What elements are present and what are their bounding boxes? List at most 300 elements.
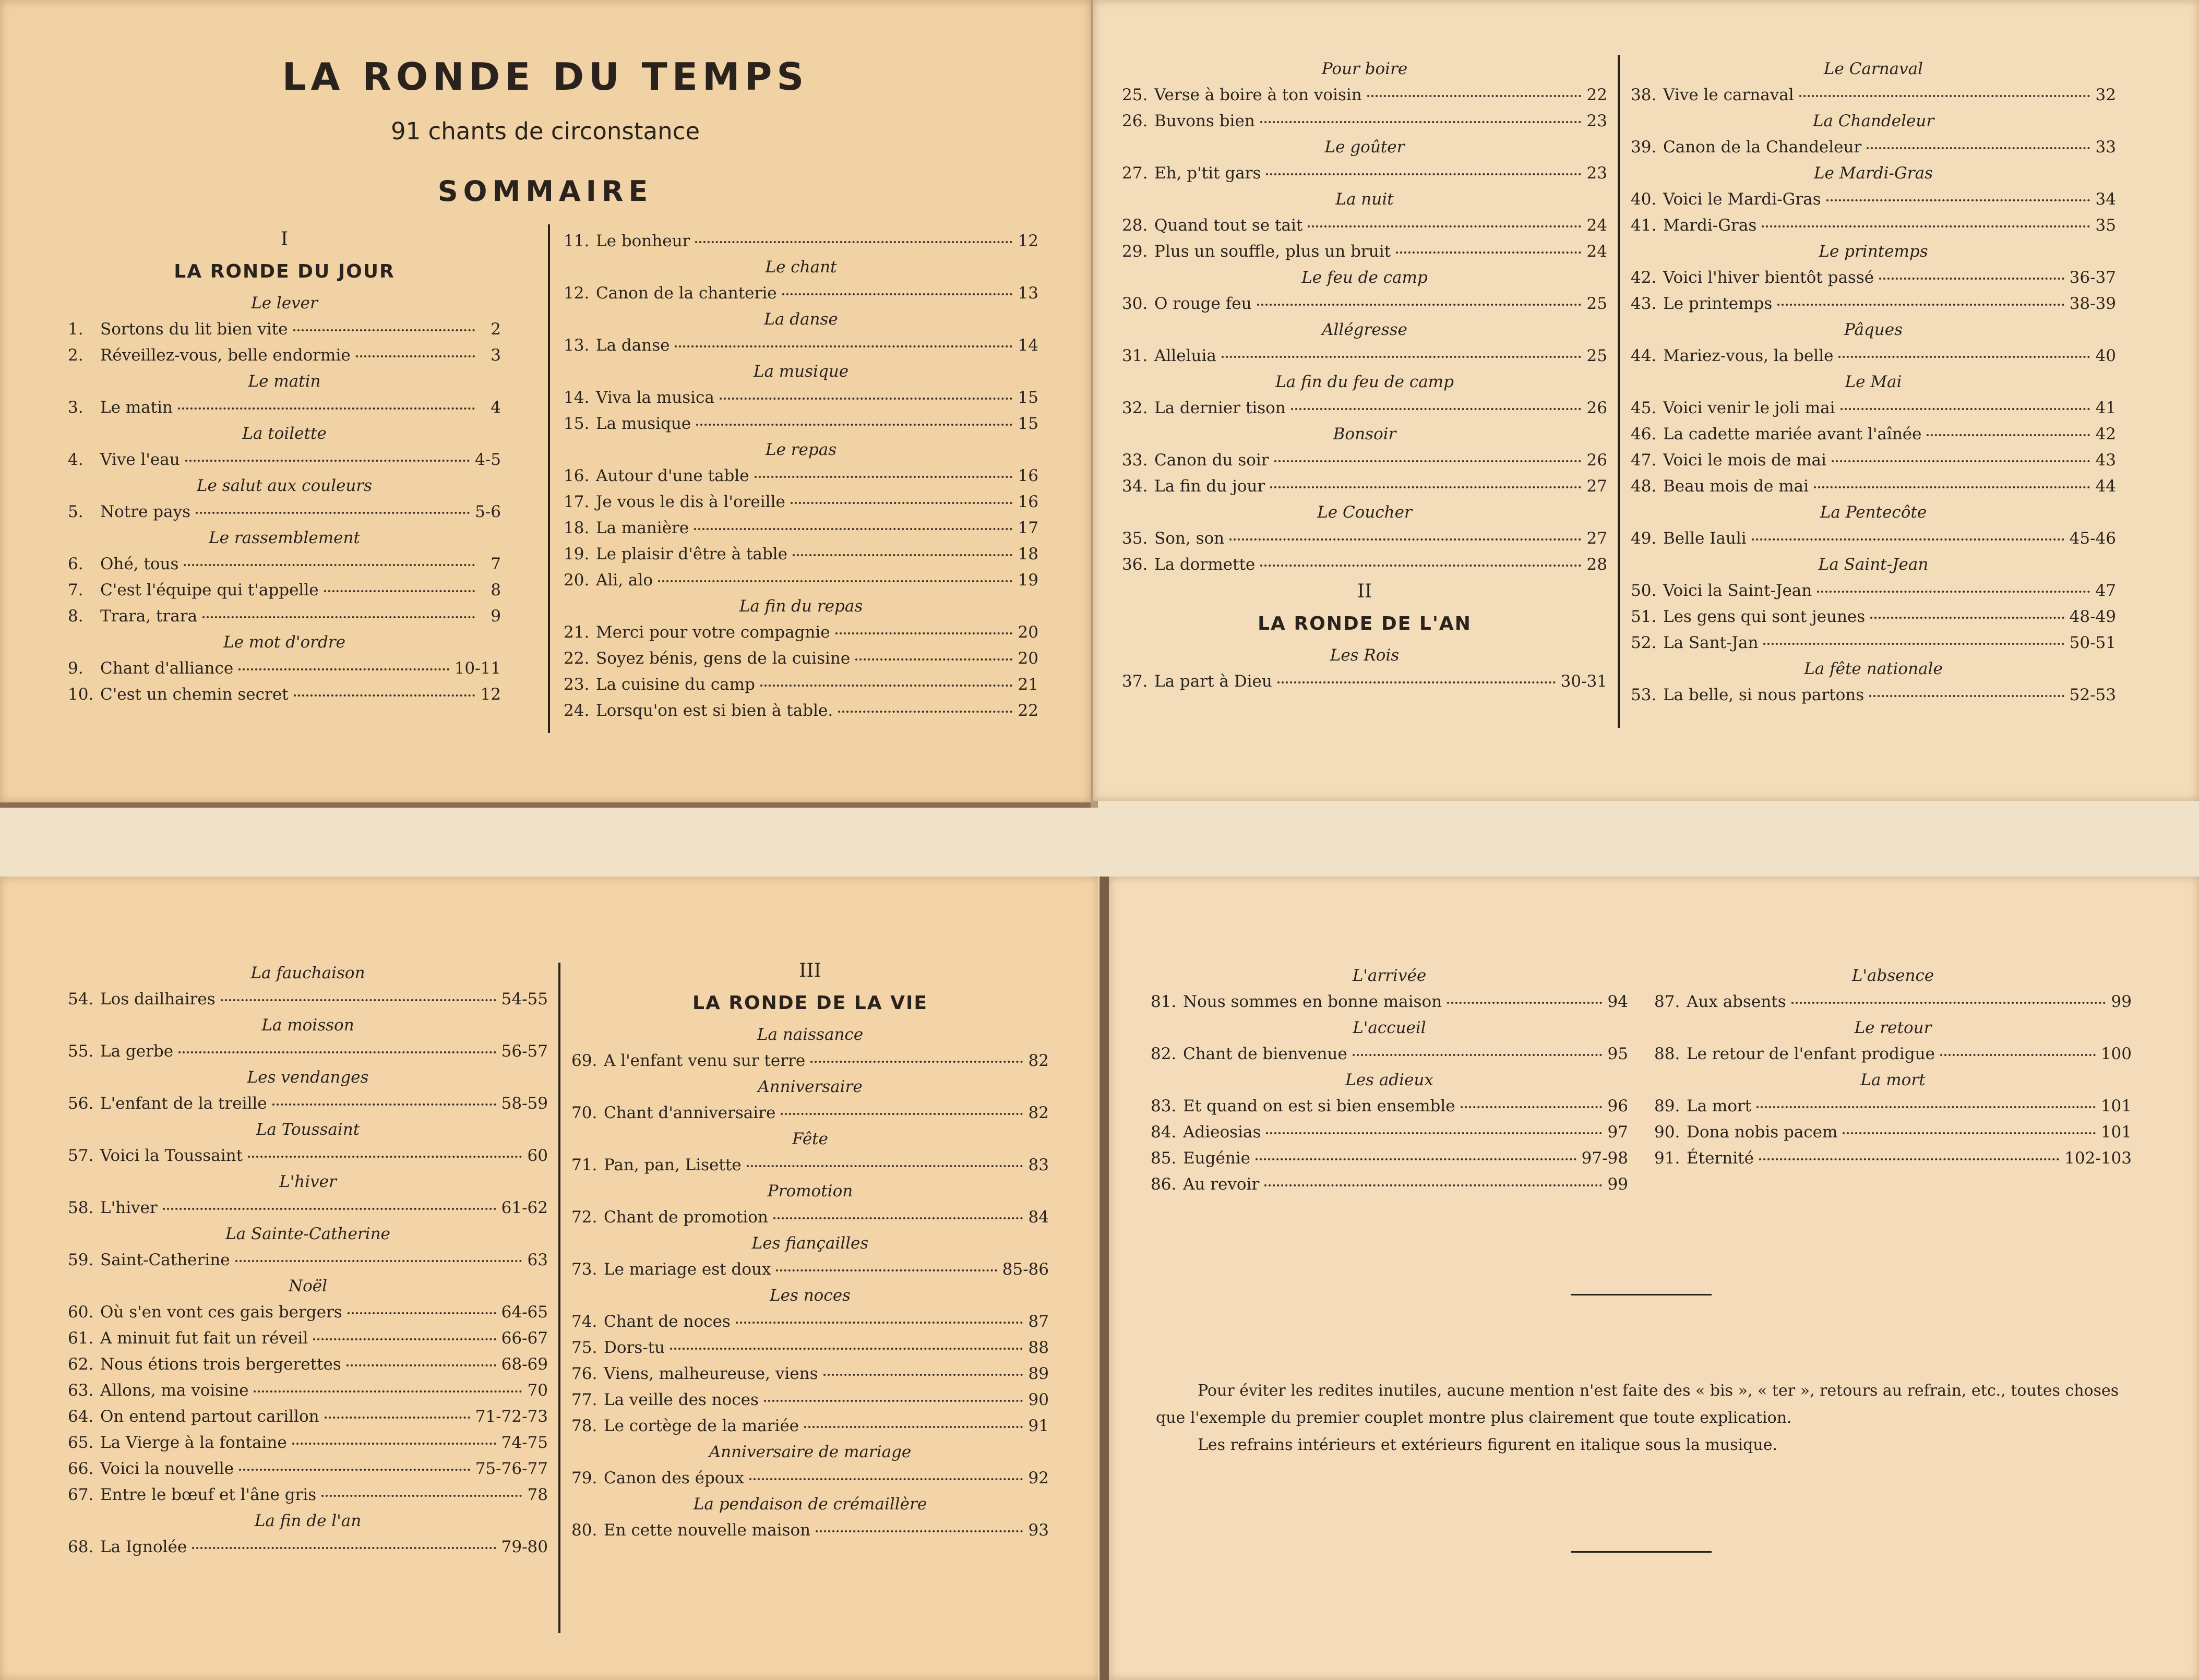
toc-column xyxy=(571,957,1049,1543)
entry-title: Son, son xyxy=(1154,529,1225,548)
dot-leader xyxy=(1814,486,2090,488)
toc-entry xyxy=(68,1377,548,1403)
entry-title: Entre le bœuf et l'âne gris xyxy=(100,1485,317,1504)
entry-number: 12. xyxy=(564,284,590,303)
dot-leader xyxy=(1817,591,2090,593)
entry-number: 13. xyxy=(564,336,590,355)
entry-page-number: 100 xyxy=(2100,1045,2132,1063)
dot-leader xyxy=(1222,356,1581,358)
section-heading: Anniversaire de mariage xyxy=(709,1443,912,1461)
entry-page-number: 74-75 xyxy=(501,1433,548,1452)
entry-title: Dors-tu xyxy=(604,1338,665,1357)
section-heading: Fête xyxy=(792,1130,828,1148)
entry-title: Vive le carnaval xyxy=(1663,86,1794,104)
entry-number: 20. xyxy=(564,571,590,590)
entry-number: 1. xyxy=(68,320,83,339)
entry-title: C'est l'équipe qui t'appelle xyxy=(100,581,319,599)
entry-page-number: 7 xyxy=(491,555,501,573)
toc-entry xyxy=(1122,551,1607,578)
toc-entry xyxy=(571,1048,1049,1074)
dot-leader xyxy=(272,1103,496,1106)
entry-page-number: 94 xyxy=(1607,992,1628,1011)
toc-entry xyxy=(1122,525,1607,551)
entry-title: Chant de bienvenue xyxy=(1183,1045,1347,1063)
entry-title: Allons, ma voisine xyxy=(100,1381,249,1400)
section-heading: La toilette xyxy=(242,424,327,443)
entry-title: L'hiver xyxy=(100,1198,158,1217)
toc-entry xyxy=(68,394,501,421)
book-subtitle: 91 chants de circonstance xyxy=(390,117,700,145)
dot-leader xyxy=(292,1443,496,1445)
entry-number: 69. xyxy=(571,1051,597,1070)
section-heading: La fauchaison xyxy=(250,964,365,982)
entry-title: Voici le Mardi-Gras xyxy=(1663,190,1821,209)
toc-entry xyxy=(1122,668,1607,694)
entry-page-number: 60 xyxy=(527,1146,548,1165)
entry-page-number: 75-76-77 xyxy=(475,1459,548,1478)
entry-number: 63. xyxy=(68,1381,94,1400)
entry-title: Et quand on est si bien ensemble xyxy=(1183,1097,1455,1115)
entry-title: Lorsqu'on est si bien à table. xyxy=(596,701,833,720)
entry-title: Beau mois de mai xyxy=(1663,477,1809,496)
section-heading: Bonsoir xyxy=(1333,425,1396,443)
entry-title: Sortons du lit bien vite xyxy=(100,320,288,339)
entry-page-number: 22 xyxy=(1586,86,1607,104)
entry-number: 22. xyxy=(564,649,590,668)
toc-entry xyxy=(564,280,1038,306)
entry-number: 18. xyxy=(564,519,590,537)
part-number: I xyxy=(280,229,289,250)
entry-page-number: 90 xyxy=(1028,1390,1049,1409)
entry-number: 51. xyxy=(1631,607,1657,626)
dot-leader xyxy=(1826,199,2090,201)
dot-leader xyxy=(1940,1054,2096,1056)
note-paragraph: Les refrains intérieurs et extérieurs figurent en italique sous la musique. xyxy=(1198,1436,1777,1454)
entry-number: 40. xyxy=(1631,190,1657,209)
dot-leader xyxy=(221,999,496,1001)
entry-page-number: 68-69 xyxy=(501,1355,548,1374)
entry-title: Voici la Saint-Jean xyxy=(1663,581,1812,600)
dot-leader xyxy=(773,1217,1023,1219)
entry-page-number: 71-72-73 xyxy=(475,1407,548,1426)
dot-leader xyxy=(793,554,1012,556)
entry-title: Mardi-Gras xyxy=(1663,216,1757,235)
entry-title: Le matin xyxy=(100,398,173,417)
entry-page-number: 15 xyxy=(1018,388,1038,407)
entry-number: 17. xyxy=(564,493,590,511)
entry-title: Alleluia xyxy=(1154,346,1216,365)
entry-page-number: 5-6 xyxy=(475,502,501,521)
entry-title: Plus un souffle, plus un bruit xyxy=(1154,242,1391,261)
dot-leader xyxy=(791,502,1012,504)
entry-page-number: 101 xyxy=(2100,1097,2132,1115)
entry-title: La veille des noces xyxy=(604,1390,759,1409)
entry-number: 35. xyxy=(1122,529,1148,548)
part-number: II xyxy=(1357,581,1372,602)
toc-entry xyxy=(1654,1041,2132,1067)
section-heading: Allégresse xyxy=(1322,320,1407,339)
toc-entry xyxy=(1122,82,1607,108)
dot-leader xyxy=(1841,408,2090,410)
entry-page-number: 45-46 xyxy=(2069,529,2116,548)
entry-number: 56. xyxy=(68,1094,94,1113)
entry-title: Buvons bien xyxy=(1154,112,1255,130)
page-gutter xyxy=(1100,877,1109,1680)
entry-title: Verse à boire à ton voisin xyxy=(1154,86,1362,104)
toc-entry xyxy=(1631,578,2116,604)
entry-title: Dona nobis pacem xyxy=(1687,1123,1838,1142)
entry-number: 45. xyxy=(1631,399,1657,417)
entry-title: La mort xyxy=(1687,1097,1752,1115)
dot-leader xyxy=(1447,1002,1602,1004)
entry-page-number: 87 xyxy=(1028,1312,1049,1331)
entry-title: Voici le mois de mai xyxy=(1663,451,1826,470)
entry-title: A l'enfant venu sur terre xyxy=(604,1051,806,1070)
dot-leader xyxy=(1277,681,1556,683)
entry-page-number: 43 xyxy=(2095,451,2116,470)
section-heading: La fin du feu de camp xyxy=(1275,373,1454,391)
section-heading: Le Carnaval xyxy=(1823,59,1923,78)
dot-leader xyxy=(838,711,1012,713)
section-heading: Le chant xyxy=(765,258,837,277)
entry-title: Viens, malheureuse, viens xyxy=(604,1364,818,1383)
dot-leader xyxy=(1867,147,2090,149)
entry-number: 84. xyxy=(1151,1123,1177,1142)
dot-leader xyxy=(1264,1184,1602,1186)
entry-page-number: 4 xyxy=(491,398,501,417)
entry-title: On entend partout carillon xyxy=(100,1407,319,1426)
entry-title: Voici la Toussaint xyxy=(100,1146,243,1165)
section-heading: L'accueil xyxy=(1353,1018,1426,1037)
entry-page-number: 26 xyxy=(1586,399,1607,417)
entry-number: 38. xyxy=(1631,86,1657,104)
dot-leader xyxy=(321,1495,522,1497)
note-paragraph: Pour éviter les redites inutiles, aucune mention n'est faite des « bis », « ter », retours au refrain, etc., toutes choses que l'exemple du premier couplet montre plus clairement que toute explication. xyxy=(1156,1382,2119,1427)
toc-entry xyxy=(564,463,1038,489)
toc-entry xyxy=(1122,108,1607,134)
section-heading: La Saint-Jean xyxy=(1818,555,1929,574)
section-heading: Le Mardi-Gras xyxy=(1813,164,1933,183)
toc-entry xyxy=(68,1038,548,1064)
section-heading: La moisson xyxy=(261,1016,354,1035)
entry-number: 55. xyxy=(68,1042,94,1061)
entry-page-number: 42 xyxy=(2095,425,2116,443)
toc-entry xyxy=(1122,238,1607,265)
entry-title: La manière xyxy=(596,519,689,537)
dot-leader xyxy=(855,658,1012,661)
dot-leader xyxy=(1308,225,1581,227)
toc-entry xyxy=(1631,82,2116,108)
entry-number: 14. xyxy=(564,388,590,407)
toc-entry xyxy=(1654,989,2132,1015)
toc-entry xyxy=(1151,1041,1628,1067)
toc-entry xyxy=(1122,291,1607,317)
toc-column xyxy=(1631,56,2116,708)
entry-title: Voici l'hiver bientôt passé xyxy=(1663,268,1874,287)
dot-leader xyxy=(293,329,475,331)
dot-leader xyxy=(1229,538,1581,541)
entry-page-number: 52-53 xyxy=(2069,686,2116,704)
dot-leader xyxy=(658,580,1012,582)
entry-number: 36. xyxy=(1122,555,1148,574)
section-heading: La Sainte-Catherine xyxy=(225,1225,390,1243)
dot-leader xyxy=(1257,304,1581,306)
entry-page-number: 82 xyxy=(1028,1103,1049,1122)
entry-page-number: 50-51 xyxy=(2069,633,2116,652)
entry-number: 31. xyxy=(1122,346,1148,365)
dot-leader xyxy=(781,1113,1023,1115)
entry-number: 23. xyxy=(564,675,590,694)
toc-entry xyxy=(1631,421,2116,447)
toc-entry xyxy=(564,515,1038,541)
entry-page-number: 26 xyxy=(1586,451,1607,470)
dot-leader xyxy=(696,424,1012,426)
dot-leader xyxy=(1791,1002,2106,1004)
entry-number: 52. xyxy=(1631,633,1657,652)
entry-page-number: 16 xyxy=(1018,493,1038,511)
toc-entry xyxy=(1151,1145,1628,1171)
entry-page-number: 44 xyxy=(2095,477,2116,496)
entry-page-number: 61-62 xyxy=(501,1198,548,1217)
part-title: LA RONDE DE L'AN xyxy=(1258,613,1472,634)
entry-title: En cette nouvelle maison xyxy=(604,1521,811,1540)
dot-leader xyxy=(749,1478,1023,1480)
toc-entry xyxy=(68,499,501,525)
dot-leader xyxy=(736,1322,1023,1324)
dot-leader xyxy=(1869,695,2064,697)
entry-title: Notre pays xyxy=(100,502,191,521)
entry-page-number: 12 xyxy=(1018,232,1038,250)
entry-title: Où s'en vont ces gais bergers xyxy=(100,1303,342,1322)
dot-leader xyxy=(1260,121,1581,123)
section-heading: L'arrivée xyxy=(1352,966,1427,985)
dot-leader xyxy=(1260,565,1581,567)
dot-leader xyxy=(325,1417,470,1419)
entry-title: La fin du jour xyxy=(1154,477,1265,496)
entry-number: 26. xyxy=(1122,112,1148,130)
toc-column xyxy=(564,228,1038,724)
section-heading: Le mot d'ordre xyxy=(223,633,345,652)
section-heading: L'hiver xyxy=(279,1172,337,1191)
entry-number: 59. xyxy=(68,1251,94,1269)
section-heading: Les noces xyxy=(770,1286,851,1305)
entry-page-number: 79-80 xyxy=(501,1538,548,1556)
entry-page-number: 64-65 xyxy=(501,1303,548,1322)
section-heading: Les vendanges xyxy=(247,1068,369,1087)
toc-entry xyxy=(1122,212,1607,238)
dot-leader xyxy=(720,398,1012,400)
dot-leader xyxy=(823,1374,1023,1376)
entry-title: Nous étions trois bergerettes xyxy=(100,1355,341,1374)
entry-title: La Vierge à la fontaine xyxy=(100,1433,287,1452)
toc-entry xyxy=(1631,343,2116,369)
entry-title: Autour d'une table xyxy=(596,466,749,485)
dot-leader xyxy=(675,345,1012,347)
dot-leader xyxy=(1256,1158,1576,1160)
section-heading: Le matin xyxy=(248,372,321,391)
entry-number: 37. xyxy=(1122,672,1148,691)
entry-page-number: 63 xyxy=(527,1251,548,1269)
dot-leader xyxy=(760,685,1012,687)
entry-title: Saint-Catherine xyxy=(100,1251,230,1269)
toc-entry xyxy=(1122,447,1607,473)
entry-title: La part à Dieu xyxy=(1154,672,1272,691)
dot-leader xyxy=(804,1426,1023,1428)
entry-page-number: 27 xyxy=(1586,477,1607,496)
toc-entry xyxy=(1631,447,2116,473)
entry-number: 65. xyxy=(68,1433,94,1452)
entry-number: 68. xyxy=(68,1538,94,1556)
entry-title: Le bonheur xyxy=(596,232,690,250)
section-heading: Les Rois xyxy=(1330,646,1400,665)
entry-page-number: 9 xyxy=(491,607,501,626)
entry-number: 43. xyxy=(1631,294,1657,313)
dot-leader xyxy=(235,1260,522,1262)
toc-entry xyxy=(68,1325,548,1351)
entry-number: 53. xyxy=(1631,686,1657,704)
dot-leader xyxy=(239,1469,470,1471)
dot-leader xyxy=(346,1364,496,1366)
entry-number: 67. xyxy=(68,1485,94,1504)
entry-page-number: 30-31 xyxy=(1560,672,1607,691)
toc-entry xyxy=(571,1361,1049,1387)
entry-number: 19. xyxy=(564,545,590,563)
toc-entry xyxy=(1151,1119,1628,1145)
entry-page-number: 92 xyxy=(1028,1469,1049,1487)
entry-number: 89. xyxy=(1654,1097,1680,1115)
entry-page-number: 12 xyxy=(480,685,501,704)
dot-leader xyxy=(1777,304,2064,306)
entry-number: 71. xyxy=(571,1156,597,1174)
column-divider xyxy=(548,224,550,733)
dot-leader xyxy=(782,293,1012,295)
toc-entry xyxy=(68,1299,548,1325)
toc-entry xyxy=(1631,395,2116,421)
toc-entry xyxy=(1654,1093,2132,1119)
toc-entry xyxy=(564,228,1038,254)
dot-leader xyxy=(356,355,475,357)
entry-number: 48. xyxy=(1631,477,1657,496)
dot-leader xyxy=(185,460,470,462)
entry-page-number: 24 xyxy=(1586,216,1607,235)
toc-entry xyxy=(571,1413,1049,1439)
entry-title: Ohé, tous xyxy=(100,555,179,573)
toc-entry xyxy=(564,541,1038,567)
entry-page-number: 99 xyxy=(2111,992,2132,1011)
dot-leader xyxy=(1870,617,2064,619)
entry-number: 21. xyxy=(564,623,590,642)
toc-entry xyxy=(571,1387,1049,1413)
section-heading: La musique xyxy=(753,362,849,381)
dot-leader xyxy=(1752,538,2064,541)
entry-title: O rouge feu xyxy=(1154,294,1252,313)
dot-leader xyxy=(1832,460,2090,462)
section-heading: Pâques xyxy=(1844,320,1903,339)
entry-title: Nous sommes en bonne maison xyxy=(1183,992,1442,1011)
dot-leader xyxy=(1799,95,2090,97)
section-heading: Le repas xyxy=(765,440,837,459)
part-title: LA RONDE DE LA VIE xyxy=(692,992,928,1014)
entry-number: 81. xyxy=(1151,992,1177,1011)
dot-leader xyxy=(1843,1132,2095,1134)
section-heading: La Chandeleur xyxy=(1812,112,1934,130)
entry-number: 8. xyxy=(68,607,83,626)
entry-page-number: 93 xyxy=(1028,1521,1049,1540)
entry-page-number: 99 xyxy=(1607,1175,1628,1194)
dot-leader xyxy=(695,241,1012,243)
entry-page-number: 88 xyxy=(1028,1338,1049,1357)
toc-entry xyxy=(1122,343,1607,369)
entry-page-number: 28 xyxy=(1586,555,1607,574)
section-heading: La pendaison de crémaillère xyxy=(693,1495,927,1514)
entry-title: Chant de noces xyxy=(604,1312,731,1331)
entry-title: La Ignolée xyxy=(100,1538,187,1556)
toc-entry xyxy=(1631,186,2116,212)
dot-leader xyxy=(324,590,475,592)
entry-page-number: 97 xyxy=(1607,1123,1628,1142)
entry-page-number: 56-57 xyxy=(501,1042,548,1061)
dot-leader xyxy=(1266,1132,1602,1134)
dot-leader xyxy=(1274,460,1581,462)
dot-leader xyxy=(747,1165,1023,1167)
entry-title: C'est un chemin secret xyxy=(100,685,289,704)
entry-number: 44. xyxy=(1631,346,1657,365)
entry-title: Chant d'anniversaire xyxy=(604,1103,776,1122)
toc-entry xyxy=(571,1309,1049,1335)
toc-column xyxy=(1151,963,1628,1197)
section-heading: La Pentecôte xyxy=(1820,503,1927,522)
entry-title: L'enfant de la treille xyxy=(100,1094,267,1113)
toc-entry xyxy=(564,411,1038,437)
entry-number: 62. xyxy=(68,1355,94,1374)
entry-page-number: 38-39 xyxy=(2069,294,2116,313)
toc-entry xyxy=(1122,395,1607,421)
entry-title: Ali, alo xyxy=(596,571,653,590)
dot-leader xyxy=(1266,173,1581,175)
toc-entry xyxy=(68,316,501,342)
dot-leader xyxy=(1879,278,2064,280)
section-heading: La fête nationale xyxy=(1804,659,1943,678)
toc-entry xyxy=(68,1090,548,1117)
entry-page-number: 23 xyxy=(1586,164,1607,183)
explanatory-note xyxy=(1156,1377,2132,1459)
entry-title: La musique xyxy=(596,414,691,433)
toc-entry xyxy=(1631,604,2116,630)
toc-entry xyxy=(68,1143,548,1169)
toc-entry xyxy=(564,645,1038,671)
entry-number: 54. xyxy=(68,990,94,1009)
toc-entry xyxy=(571,1517,1049,1543)
section-heading: Le printemps xyxy=(1819,242,1928,261)
dot-leader xyxy=(348,1312,496,1314)
toc-entry xyxy=(1631,630,2116,656)
entry-page-number: 47 xyxy=(2095,581,2116,600)
entry-number: 33. xyxy=(1122,451,1148,470)
section-heading: La fin de l'an xyxy=(254,1511,362,1530)
entry-page-number: 33 xyxy=(2095,138,2116,157)
dot-leader xyxy=(1270,486,1581,488)
toc-entry xyxy=(68,551,501,577)
entry-page-number: 20 xyxy=(1018,649,1038,668)
toc-entry xyxy=(1151,1093,1628,1119)
dot-leader xyxy=(1759,1158,2059,1160)
toc-entry xyxy=(68,577,501,603)
entry-number: 75. xyxy=(571,1338,597,1357)
toc-page-2 xyxy=(1093,0,2199,801)
entry-title: Canon du soir xyxy=(1154,451,1269,470)
dot-leader xyxy=(764,1400,1023,1402)
dot-leader xyxy=(835,632,1012,634)
